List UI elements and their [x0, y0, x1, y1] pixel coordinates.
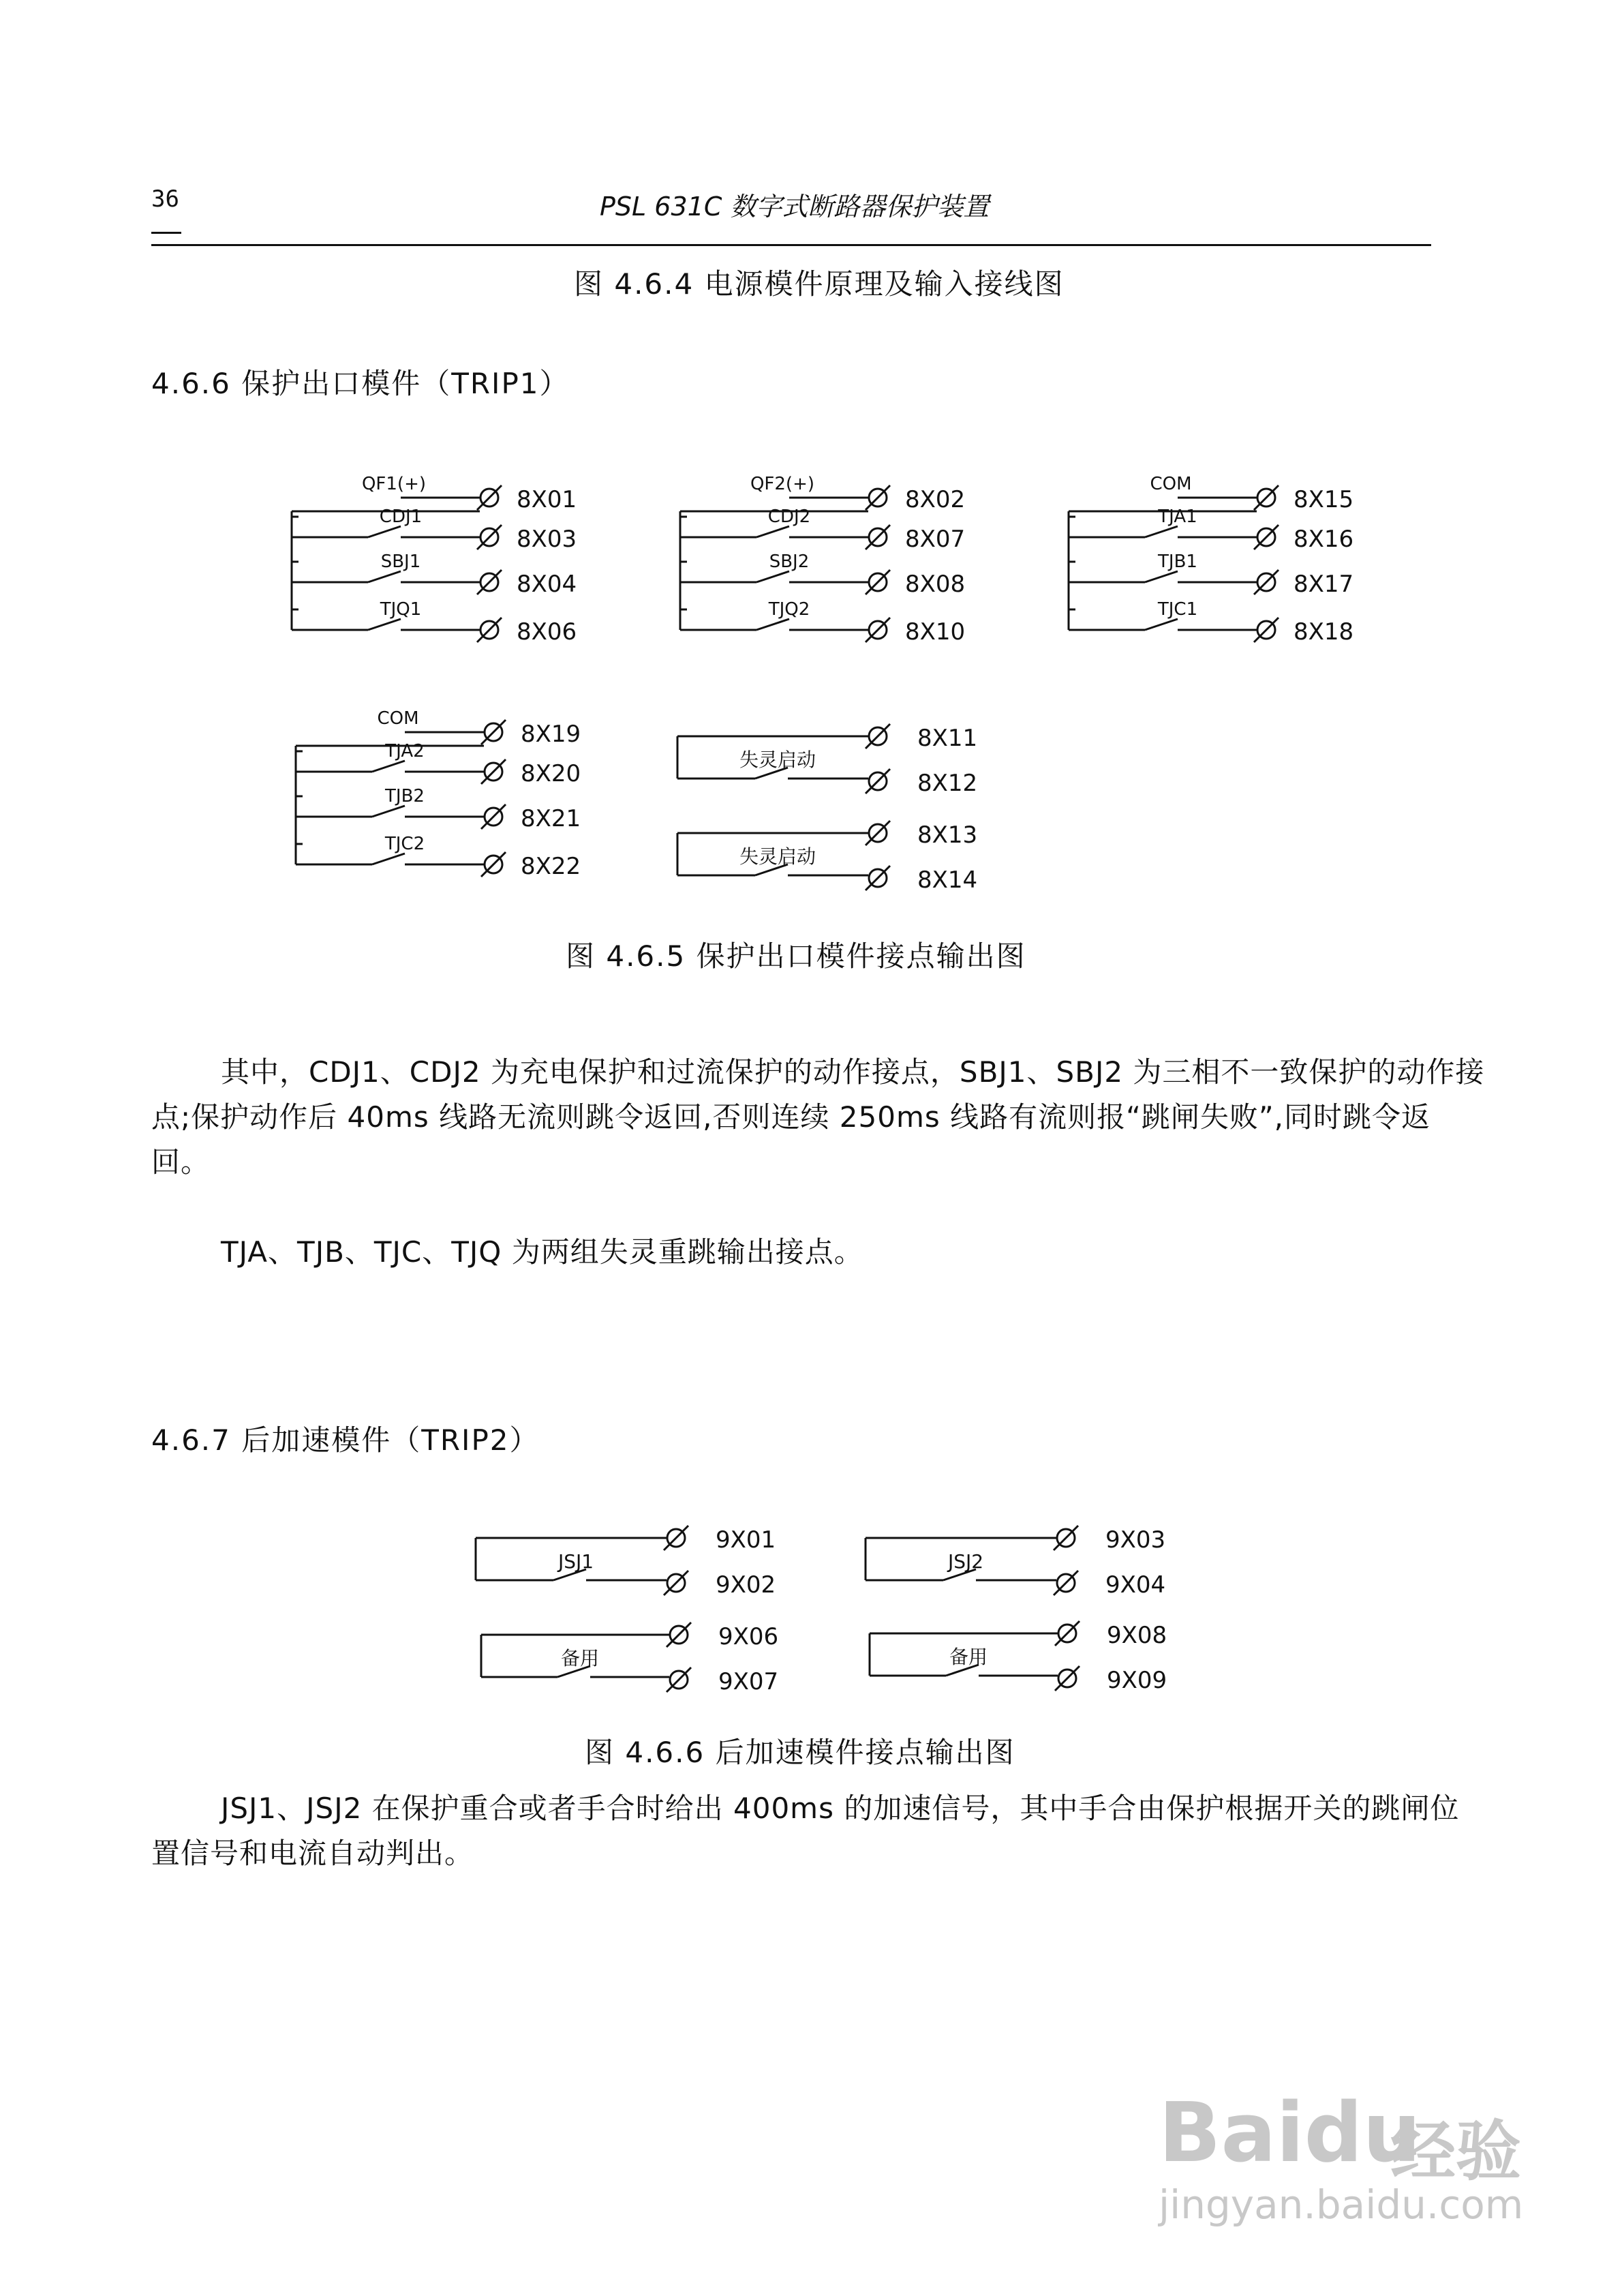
grp4-head-label: COM — [377, 708, 419, 729]
grp2-contact-1-blade — [756, 526, 789, 537]
spare2-contact-label: 备用 — [949, 1646, 988, 1668]
js2-contact-label: JSJ2 — [947, 1550, 984, 1573]
grp6-terminal-label-0: 8X13 — [917, 821, 978, 849]
grp3-contact-1-blade — [1145, 526, 1178, 537]
grp6-terminal-label-1: 8X14 — [917, 866, 978, 894]
figure-caption-4-6-4: 图 4.6.4 电源模件原理及输入接线图 — [574, 267, 1065, 301]
grp6-contact-label: 失灵启动 — [739, 845, 816, 868]
grp4-contact-label-2: TJB2 — [385, 786, 425, 806]
figure-caption-4-6-6: 图 4.6.6 后加速模件接点输出图 — [585, 1736, 1015, 1769]
grp1-terminal-label-2: 8X04 — [517, 571, 577, 598]
grp3-terminal-label-2: 8X17 — [1294, 571, 1354, 598]
grp1-terminal-label-3: 8X06 — [517, 618, 577, 646]
watermark-jingyan-logo: 经验 — [1390, 2113, 1521, 2190]
watermark-baidu-logo: Baidu — [1159, 2086, 1421, 2181]
grp2-contact-3-blade — [756, 619, 789, 630]
grp3-head-label: COM — [1150, 474, 1192, 494]
grp2-terminal-label-1: 8X07 — [905, 526, 966, 553]
grp1-terminal-label-0: 8X01 — [517, 486, 577, 513]
paragraph-467-1: JSJ1、JSJ2 在保护重合或者手合时给出 400ms 的加速信号，其中手合由保护根据开关的跳闸位置信号和电流自动判出。 — [151, 1792, 1460, 1870]
grp3-contact-label-2: TJB1 — [1158, 552, 1197, 572]
grp4-contact-label-1: TJA2 — [385, 741, 425, 761]
page-number: 36 — [151, 185, 179, 213]
grp4-contact-1-blade — [372, 761, 405, 772]
js2-terminal-label-1: 9X04 — [1105, 1571, 1166, 1599]
grp2-terminal-label-3: 8X10 — [905, 618, 966, 646]
spare1-terminal-label-0: 9X06 — [718, 1623, 779, 1650]
spare2-terminal-label-0: 9X08 — [1107, 1622, 1167, 1649]
grp4-contact-2-blade — [372, 806, 405, 817]
js1-terminal-label-0: 9X01 — [716, 1526, 776, 1554]
grp1-contact-3-blade — [368, 619, 401, 630]
section-heading-4-6-7: 4.6.7 后加速模件（TRIP2） — [151, 1423, 540, 1457]
spare2-terminal-label-1: 9X09 — [1107, 1667, 1167, 1694]
grp1-contact-1-blade — [368, 526, 401, 537]
spare1-contact-label: 备用 — [560, 1647, 600, 1670]
grp4-terminal-label-1: 8X20 — [521, 760, 581, 787]
js2-terminal-label-0: 9X03 — [1105, 1526, 1166, 1554]
js1-contact-label: JSJ1 — [557, 1550, 594, 1573]
grp5-terminal-label-1: 8X12 — [917, 770, 978, 797]
grp3-terminal-label-0: 8X15 — [1294, 486, 1354, 513]
grp4-contact-3-blade — [372, 854, 405, 864]
grp1-contact-2-blade — [368, 571, 401, 582]
grp5-terminal-label-0: 8X11 — [917, 725, 978, 752]
grp1-contact-label-1: CDJ1 — [379, 507, 423, 527]
grp2-contact-label-1: CDJ2 — [767, 507, 811, 527]
watermark-url: jingyan.baidu.com — [1159, 2181, 1524, 2228]
spare1-terminal-label-1: 9X07 — [718, 1668, 779, 1695]
figure-caption-4-6-5: 图 4.6.5 保护出口模件接点输出图 — [566, 939, 1026, 973]
grp2-head-label: QF2(+) — [750, 474, 815, 494]
grp4-contact-label-3: TJC2 — [384, 834, 425, 854]
grp3-contact-label-1: TJA1 — [1158, 507, 1197, 527]
grp4-terminal-label-2: 8X21 — [521, 805, 581, 832]
paragraph-466-2: TJA、TJB、TJC、TJQ 为两组失灵重跳输出接点。 — [221, 1235, 863, 1269]
grp2-contact-label-3: TJQ2 — [768, 599, 810, 620]
grp2-contact-2-blade — [756, 571, 789, 582]
js1-terminal-label-1: 9X02 — [716, 1571, 776, 1599]
grp4-terminal-label-0: 8X19 — [521, 721, 581, 748]
grp2-contact-label-2: SBJ2 — [769, 552, 810, 572]
grp3-contact-2-blade — [1145, 571, 1178, 582]
grp3-contact-label-3: TJC1 — [1157, 599, 1198, 620]
grp3-terminal-label-3: 8X18 — [1294, 618, 1354, 646]
paragraph-466-1: 其中，CDJ1、CDJ2 为充电保护和过流保护的动作接点，SBJ1、SBJ2 为三相不一致保护的动作接点;保护动作后 40ms 线路无流则跳令返回,否则连续 250ms 线路有流则报“跳闸失败”,同时跳令返回。 — [151, 1055, 1485, 1179]
running-title: PSL 631C 数字式断路器保护装置 — [600, 192, 990, 222]
grp1-head-label: QF1(+) — [361, 474, 427, 494]
grp2-terminal-label-0: 8X02 — [905, 486, 966, 513]
grp3-terminal-label-1: 8X16 — [1294, 526, 1354, 553]
grp1-contact-label-2: SBJ1 — [380, 552, 421, 572]
grp3-contact-3-blade — [1145, 619, 1178, 630]
grp4-terminal-label-3: 8X22 — [521, 853, 581, 880]
section-heading-4-6-6: 4.6.6 保护出口模件（TRIP1） — [151, 367, 570, 400]
grp5-contact-label: 失灵启动 — [739, 749, 816, 771]
grp1-terminal-label-1: 8X03 — [517, 526, 577, 553]
grp1-contact-label-3: TJQ1 — [380, 599, 422, 620]
grp2-terminal-label-2: 8X08 — [905, 571, 966, 598]
